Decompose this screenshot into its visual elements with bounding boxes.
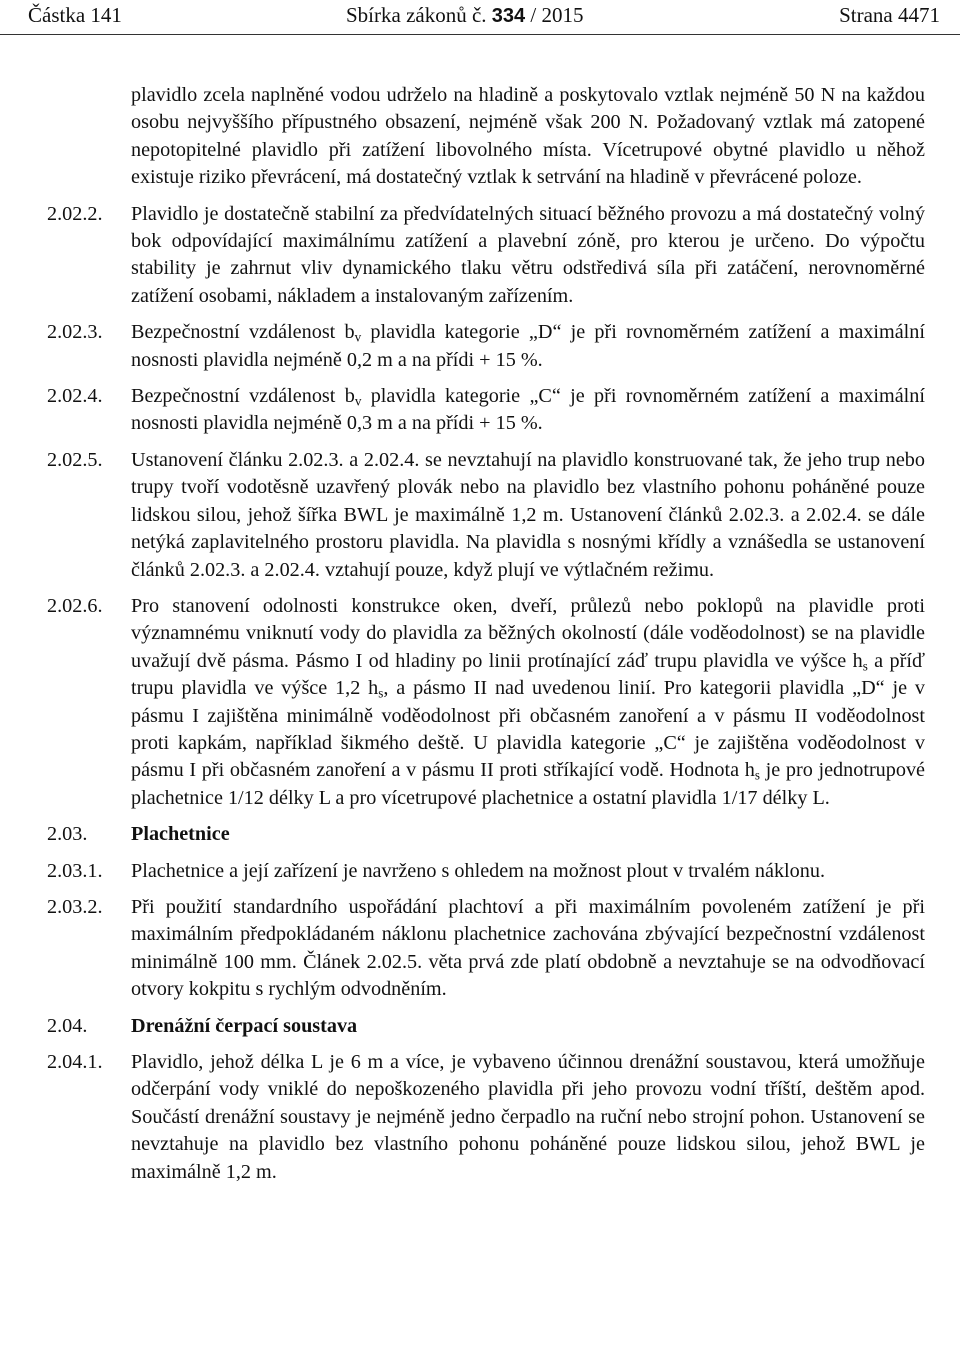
subscript: s xyxy=(862,658,868,673)
subscript: v xyxy=(354,329,362,345)
article-number: 2.02.6. xyxy=(47,594,103,617)
subscript: s xyxy=(754,767,760,783)
article-number: 2.02.4. xyxy=(47,385,103,408)
document-body xyxy=(47,82,925,1186)
article-text: Plavidlo, jehož délka L je 6 m a více, je vybaveno účinnou drenážní soustavou, která umožňuje odčerpání vody vniklé do nepoškozeného plavidla při jeho provozu vodní tříští, deštěm apod. Součástí drenážní soustavy je nejméně jedno čerpadlo na ruční nebo strojní pohon. Ustanovení se nevztahuje na plavidlo bez vlastního pohonu poháněné pouze lidskou silou, jehož BWL je maximálně 1,2 m. xyxy=(131,1051,925,1183)
article-text: Plachetnice a její zařízení je navrženo s ohledem na možnost plout v trvalém náklonu. xyxy=(131,859,825,882)
article-number: 2.02.3. xyxy=(47,321,103,344)
article-number: 2.02.2. xyxy=(47,202,103,225)
article-text: Plavidlo je dostatečně stabilní za předvídatelných situací běžného provozu a má dostatečný volný bok odpovídající maximálnímu zatížení a plavební zóně, pro kterou je určeno. Do výpočtu stability je zahrnut vliv dynamického tlaku větru odstředivá síla při zatáčení, nerovnoměrné zatížení osobami, nákladem a instalovaným zařízením. xyxy=(131,202,925,307)
article-number: 2.02.5. xyxy=(47,448,103,471)
text-run: plavidla kategorie „D“ je při rovnoměrném zatížení a maximální nosnosti plavidla nejméně 0,2 m a na přídi + 15 %. xyxy=(131,321,925,371)
article-text xyxy=(131,383,925,438)
text-run: , a pásmo II nad uvedenou linií. Pro kategorii plavidla „D“ je v pásmu I zajištěna minimálně voděodolnost při občasném zanoření a v pásmu II voděodolnost proti kapkám, například šikmého deště. U plavidla kategorie „C“ je zajištěna voděodolnost v pásmu I při občasném zanoření a v pásmu II proti stříkající vodě. Hodnota h xyxy=(131,677,925,782)
article-2-02-6 xyxy=(47,593,925,812)
header-collection-number: 334 xyxy=(491,5,526,27)
text-run: plavidla kategorie „C“ je při rovnoměrném zatížení a maximální nosnosti plavidla nejméně 0,3 m a na přídi + 15 %. xyxy=(131,385,925,435)
article-2-04-1 xyxy=(47,1049,925,1186)
subscript: s xyxy=(378,685,384,701)
header-collection xyxy=(346,0,584,31)
section-number: 2.04. xyxy=(47,1014,88,1037)
text-run: Pro stanovení odolnosti konstrukce oken, dveří, průlezů nebo poklopů na plavidle proti významnému vniknutí vody do plavidla za běžných okolností (dále voděodolnost) se na plavidle uvažují dvě pásma. Pásmo I od hladiny po linii protínající záď trupu plavidla ve výšce h xyxy=(131,594,925,672)
header-collection-year: / 2015 xyxy=(530,3,584,27)
article-2-02-5 xyxy=(47,447,925,584)
article-text xyxy=(131,593,925,812)
article-2-02-3 xyxy=(47,319,925,374)
text-run: a příď trupu plavidla ve výšce 1,2 h xyxy=(131,649,926,700)
article-text: Ustanovení článku 2.02.3. a 2.02.4. se nevztahují na plavidlo konstruované tak, že jeho trup nebo trupy tvoří vodotěsně uzavřený plovák nebo na plavidlo bez vlastního pohonu poháněné pouze lidskou silou, jehož šířka BWL je maximálně 1,2 m. Ustanovení článků 2.02.3. a 2.02.4. se dále netýká zaplavitelného prostoru plavidla. Na plavidla s nosnými křídly a vznášedla se ustanovení článků 2.02.3. a 2.02.4. vztahují pouze, když plují ve výtlačném režimu. xyxy=(131,448,925,581)
article-2-03-1 xyxy=(47,858,925,885)
article-text: Při použití standardního uspořádání plachtoví a při maximálním povoleném zatížení je při maximálním předpokládaném náklonu plachetnice zachována zbývající bezpečnostní vzdálenost minimálně 100 mm. Článek 2.02.5. věta prvá zde platí obdobně a nevztahuje se na odvodňovací otvory kokpitu s rychlým odvodněním. xyxy=(131,895,925,1001)
section-heading-2-04 xyxy=(47,1013,925,1040)
subscript: v xyxy=(354,393,362,409)
text-run: je pro jednotrupové plachetnice 1/12 délky L a pro vícetrupové plachetnice a ostatní plavidla 1/17 délky L. xyxy=(131,759,925,809)
article-number: 2.04.1. xyxy=(47,1051,103,1073)
section-number: 2.03. xyxy=(47,823,88,846)
article-number: 2.03.2. xyxy=(47,895,103,918)
header-collection-prefix: Sbírka zákonů č. xyxy=(346,3,487,27)
header-part: Částka 141 xyxy=(28,3,122,27)
article-2-03-2 xyxy=(47,894,925,1004)
section-title: Plachetnice xyxy=(131,823,230,846)
section-title: Drenážní čerpací soustava xyxy=(131,1014,358,1037)
article-2-02-2 xyxy=(47,201,925,311)
text-run: Bezpečnostní vzdálenost b xyxy=(131,321,355,344)
page-header xyxy=(0,0,960,35)
header-page-number: Strana 4471 xyxy=(839,3,940,27)
intro-paragraph: plavidlo zcela naplněné vodou udrželo na hladině a poskytovalo vztlak nejméně 50 N na každou osobu nejvyššího přípustného obsazení, nejméně však 200 N. Požadovaný vztlak má zatopené nepotopitelné plavidlo při zatížení libovolného místa. Vícetrupové obytné plavidlo u něhož existuje riziko převrácení, má dostatečný vztlak k setrvání na hladině v převrácené poloze. xyxy=(131,84,925,189)
article-number: 2.03.1. xyxy=(47,859,103,882)
text-run: Bezpečnostní vzdálenost b xyxy=(131,385,355,408)
section-heading-2-03 xyxy=(47,821,925,848)
article-text xyxy=(131,319,925,374)
article-2-02-4 xyxy=(47,383,925,438)
